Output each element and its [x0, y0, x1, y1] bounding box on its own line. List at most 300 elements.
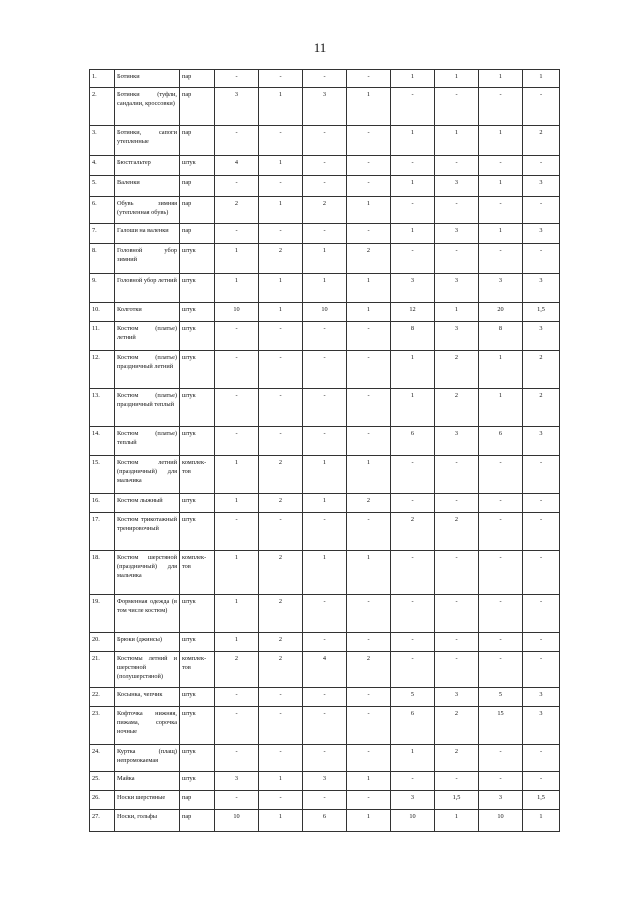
- item-unit: комплек-тов: [180, 652, 215, 688]
- row-number: 21.: [90, 652, 115, 688]
- table-row: [90, 70, 560, 88]
- item-unit: штук: [180, 427, 215, 456]
- quantity-cell: -: [303, 389, 347, 427]
- quantity-cell: -: [259, 322, 303, 351]
- item-unit: штук: [180, 633, 215, 652]
- quantity-cell: 4: [215, 156, 259, 176]
- quantity-cell: 1: [479, 389, 523, 427]
- quantity-cell: 2: [215, 197, 259, 224]
- item-unit: штук: [180, 745, 215, 772]
- quantity-cell: 1: [259, 772, 303, 791]
- item-name: Костюм трикотажный тренировочный: [115, 513, 180, 551]
- table-row: [90, 427, 560, 456]
- table-row: [90, 652, 560, 688]
- quantity-cell: 15: [479, 707, 523, 745]
- table-row: [90, 551, 560, 595]
- item-name: Бюстгальтер: [115, 156, 180, 176]
- quantity-cell: 5: [391, 688, 435, 707]
- quantity-cell: -: [391, 88, 435, 126]
- quantity-cell: -: [303, 351, 347, 389]
- quantity-cell: 1: [303, 456, 347, 494]
- quantity-cell: 1: [391, 389, 435, 427]
- quantity-cell: 1: [259, 810, 303, 832]
- quantity-cell: 1: [215, 494, 259, 513]
- quantity-cell: -: [347, 389, 391, 427]
- table-row: [90, 810, 560, 832]
- quantity-cell: 2: [259, 633, 303, 652]
- item-name: Ботинки, сапоги утепленные: [115, 126, 180, 156]
- clothing-norms-table: [89, 69, 560, 832]
- quantity-cell: -: [347, 688, 391, 707]
- quantity-cell: 2: [215, 652, 259, 688]
- table-row: [90, 126, 560, 156]
- item-name: Костюм (платье) праздничный летний: [115, 351, 180, 389]
- quantity-cell: 3: [435, 224, 479, 244]
- quantity-cell: 2: [259, 652, 303, 688]
- quantity-cell: -: [523, 745, 560, 772]
- quantity-cell: 1: [479, 176, 523, 197]
- quantity-cell: -: [523, 156, 560, 176]
- quantity-cell: -: [479, 652, 523, 688]
- quantity-cell: 1: [391, 70, 435, 88]
- table-row: [90, 176, 560, 197]
- table-row: [90, 745, 560, 772]
- item-unit: пар: [180, 810, 215, 832]
- quantity-cell: -: [259, 745, 303, 772]
- row-number: 16.: [90, 494, 115, 513]
- quantity-cell: 1: [435, 303, 479, 322]
- item-unit: пар: [180, 791, 215, 810]
- quantity-cell: -: [523, 595, 560, 633]
- quantity-cell: -: [303, 70, 347, 88]
- quantity-cell: -: [215, 389, 259, 427]
- quantity-cell: 1: [259, 303, 303, 322]
- item-unit: штук: [180, 303, 215, 322]
- table-row: [90, 633, 560, 652]
- quantity-cell: 2: [523, 126, 560, 156]
- quantity-cell: 1,5: [523, 791, 560, 810]
- quantity-cell: 1: [347, 274, 391, 303]
- quantity-cell: 1: [303, 274, 347, 303]
- table-row: [90, 772, 560, 791]
- quantity-cell: -: [215, 707, 259, 745]
- quantity-cell: -: [347, 176, 391, 197]
- quantity-cell: -: [347, 351, 391, 389]
- item-unit: пар: [180, 88, 215, 126]
- item-name: Костюм летний (праздничный) для мальчика: [115, 456, 180, 494]
- quantity-cell: -: [215, 427, 259, 456]
- row-number: 10.: [90, 303, 115, 322]
- item-name: Форменная одежда (в том числе костюм): [115, 595, 180, 633]
- table-row: [90, 389, 560, 427]
- quantity-cell: 1: [303, 551, 347, 595]
- item-unit: штук: [180, 389, 215, 427]
- quantity-cell: 6: [391, 707, 435, 745]
- item-unit: пар: [180, 126, 215, 156]
- item-name: Куртка (плащ) непромокаемая: [115, 745, 180, 772]
- item-name: Головной убор летний: [115, 274, 180, 303]
- row-number: 5.: [90, 176, 115, 197]
- quantity-cell: -: [479, 513, 523, 551]
- row-number: 25.: [90, 772, 115, 791]
- quantity-cell: -: [303, 156, 347, 176]
- quantity-cell: 1: [523, 70, 560, 88]
- row-number: 12.: [90, 351, 115, 389]
- quantity-cell: -: [347, 745, 391, 772]
- quantity-cell: 10: [215, 810, 259, 832]
- quantity-cell: -: [435, 456, 479, 494]
- quantity-cell: -: [347, 633, 391, 652]
- table-row: [90, 791, 560, 810]
- quantity-cell: -: [303, 126, 347, 156]
- quantity-cell: -: [435, 88, 479, 126]
- quantity-cell: -: [435, 772, 479, 791]
- quantity-cell: -: [435, 156, 479, 176]
- quantity-cell: 8: [479, 322, 523, 351]
- quantity-cell: -: [391, 633, 435, 652]
- row-number: 2.: [90, 88, 115, 126]
- item-name: Колготки: [115, 303, 180, 322]
- quantity-cell: 10: [303, 303, 347, 322]
- quantity-cell: -: [303, 791, 347, 810]
- item-unit: штук: [180, 707, 215, 745]
- quantity-cell: -: [303, 513, 347, 551]
- quantity-cell: -: [347, 70, 391, 88]
- quantity-cell: 3: [215, 88, 259, 126]
- quantity-cell: -: [523, 456, 560, 494]
- table-row: [90, 351, 560, 389]
- quantity-cell: -: [479, 745, 523, 772]
- quantity-cell: -: [435, 551, 479, 595]
- quantity-cell: 10: [215, 303, 259, 322]
- row-number: 19.: [90, 595, 115, 633]
- quantity-cell: -: [259, 351, 303, 389]
- item-name: Галоши на валенки: [115, 224, 180, 244]
- item-name: Костюм (платье) теплый: [115, 427, 180, 456]
- quantity-cell: 5: [479, 688, 523, 707]
- quantity-cell: -: [391, 772, 435, 791]
- quantity-cell: 2: [391, 513, 435, 551]
- quantity-cell: 10: [391, 810, 435, 832]
- quantity-cell: 8: [391, 322, 435, 351]
- quantity-cell: -: [303, 322, 347, 351]
- quantity-cell: -: [479, 595, 523, 633]
- quantity-cell: -: [523, 551, 560, 595]
- quantity-cell: 1,5: [435, 791, 479, 810]
- quantity-cell: -: [479, 633, 523, 652]
- quantity-cell: -: [303, 745, 347, 772]
- quantity-cell: 1: [391, 351, 435, 389]
- quantity-cell: 1: [215, 551, 259, 595]
- quantity-cell: 3: [435, 688, 479, 707]
- item-name: Костюмы летний и шерстяной (полушерстяной): [115, 652, 180, 688]
- quantity-cell: 1: [347, 456, 391, 494]
- quantity-cell: 2: [435, 389, 479, 427]
- row-number: 17.: [90, 513, 115, 551]
- quantity-cell: -: [259, 224, 303, 244]
- quantity-cell: -: [391, 595, 435, 633]
- item-unit: штук: [180, 351, 215, 389]
- quantity-cell: 3: [435, 427, 479, 456]
- item-unit: штук: [180, 156, 215, 176]
- quantity-cell: 1: [435, 70, 479, 88]
- quantity-cell: 3: [523, 322, 560, 351]
- row-number: 26.: [90, 791, 115, 810]
- table-row: [90, 595, 560, 633]
- item-unit: пар: [180, 197, 215, 224]
- page-number: 11: [313, 40, 327, 55]
- quantity-cell: 20: [479, 303, 523, 322]
- item-unit: штук: [180, 322, 215, 351]
- quantity-cell: 3: [435, 176, 479, 197]
- quantity-cell: 2: [347, 652, 391, 688]
- quantity-cell: -: [435, 633, 479, 652]
- item-unit: штук: [180, 688, 215, 707]
- quantity-cell: 2: [259, 456, 303, 494]
- quantity-cell: 2: [303, 197, 347, 224]
- quantity-cell: -: [215, 322, 259, 351]
- quantity-cell: 3: [435, 274, 479, 303]
- quantity-cell: 2: [347, 244, 391, 274]
- quantity-cell: -: [303, 707, 347, 745]
- quantity-cell: 2: [523, 351, 560, 389]
- quantity-cell: 12: [391, 303, 435, 322]
- row-number: 13.: [90, 389, 115, 427]
- quantity-cell: 1: [303, 244, 347, 274]
- quantity-cell: 1: [303, 494, 347, 513]
- quantity-cell: -: [303, 688, 347, 707]
- row-number: 3.: [90, 126, 115, 156]
- quantity-cell: -: [215, 70, 259, 88]
- quantity-cell: 3: [215, 772, 259, 791]
- quantity-cell: -: [523, 197, 560, 224]
- item-name: Ботинки: [115, 70, 180, 88]
- quantity-cell: -: [523, 513, 560, 551]
- quantity-cell: 2: [435, 707, 479, 745]
- quantity-cell: 1: [215, 456, 259, 494]
- quantity-cell: 4: [303, 652, 347, 688]
- row-number: 24.: [90, 745, 115, 772]
- item-unit: штук: [180, 513, 215, 551]
- row-number: 4.: [90, 156, 115, 176]
- quantity-cell: -: [347, 427, 391, 456]
- quantity-cell: 2: [259, 551, 303, 595]
- quantity-cell: -: [215, 791, 259, 810]
- item-unit: штук: [180, 595, 215, 633]
- row-number: 1.: [90, 70, 115, 88]
- quantity-cell: -: [435, 197, 479, 224]
- quantity-cell: 1: [215, 244, 259, 274]
- quantity-cell: 1: [391, 224, 435, 244]
- item-name: Носки шерстяные: [115, 791, 180, 810]
- quantity-cell: 1: [259, 274, 303, 303]
- quantity-cell: -: [391, 244, 435, 274]
- quantity-cell: -: [259, 389, 303, 427]
- quantity-cell: -: [347, 791, 391, 810]
- row-number: 14.: [90, 427, 115, 456]
- quantity-cell: 6: [479, 427, 523, 456]
- quantity-cell: -: [259, 791, 303, 810]
- quantity-cell: -: [347, 156, 391, 176]
- row-number: 20.: [90, 633, 115, 652]
- item-unit: пар: [180, 224, 215, 244]
- quantity-cell: -: [303, 595, 347, 633]
- item-name: Ботинки (туфли, сандалии, кроссовки): [115, 88, 180, 126]
- row-number: 6.: [90, 197, 115, 224]
- quantity-cell: -: [391, 156, 435, 176]
- item-unit: пар: [180, 176, 215, 197]
- quantity-cell: -: [479, 244, 523, 274]
- quantity-cell: -: [347, 322, 391, 351]
- quantity-cell: 1,5: [523, 303, 560, 322]
- table-row: [90, 513, 560, 551]
- quantity-cell: 3: [391, 274, 435, 303]
- quantity-cell: -: [215, 224, 259, 244]
- row-number: 22.: [90, 688, 115, 707]
- quantity-cell: -: [259, 427, 303, 456]
- quantity-cell: -: [523, 244, 560, 274]
- item-unit: штук: [180, 274, 215, 303]
- quantity-cell: -: [479, 551, 523, 595]
- table-row: [90, 224, 560, 244]
- quantity-cell: -: [347, 707, 391, 745]
- quantity-cell: 3: [435, 322, 479, 351]
- quantity-cell: 2: [347, 494, 391, 513]
- quantity-cell: 3: [479, 791, 523, 810]
- item-name: Костюм (платье) летний: [115, 322, 180, 351]
- quantity-cell: -: [259, 176, 303, 197]
- quantity-cell: -: [215, 176, 259, 197]
- quantity-cell: -: [479, 88, 523, 126]
- quantity-cell: 3: [523, 224, 560, 244]
- quantity-cell: 2: [259, 244, 303, 274]
- quantity-cell: -: [303, 633, 347, 652]
- item-unit: комплек-тов: [180, 551, 215, 595]
- quantity-cell: 6: [303, 810, 347, 832]
- quantity-cell: 3: [523, 274, 560, 303]
- quantity-cell: 3: [523, 688, 560, 707]
- quantity-cell: 1: [347, 772, 391, 791]
- quantity-cell: 3: [303, 88, 347, 126]
- quantity-cell: 2: [523, 389, 560, 427]
- item-name: Косынка, чепчик: [115, 688, 180, 707]
- quantity-cell: 2: [259, 494, 303, 513]
- item-name: Костюм (платье) праздничный теплый: [115, 389, 180, 427]
- quantity-cell: -: [479, 772, 523, 791]
- quantity-cell: -: [303, 176, 347, 197]
- row-number: 9.: [90, 274, 115, 303]
- quantity-cell: 1: [259, 197, 303, 224]
- quantity-cell: 1: [523, 810, 560, 832]
- quantity-cell: 1: [347, 303, 391, 322]
- quantity-cell: 1: [347, 551, 391, 595]
- quantity-cell: 2: [435, 513, 479, 551]
- quantity-cell: 1: [259, 156, 303, 176]
- item-unit: штук: [180, 244, 215, 274]
- table-row: [90, 688, 560, 707]
- quantity-cell: 1: [479, 351, 523, 389]
- quantity-cell: -: [303, 224, 347, 244]
- quantity-cell: -: [479, 456, 523, 494]
- quantity-cell: -: [259, 513, 303, 551]
- item-unit: штук: [180, 494, 215, 513]
- table-row: [90, 303, 560, 322]
- quantity-cell: 1: [391, 126, 435, 156]
- table-row: [90, 197, 560, 224]
- table-row: [90, 88, 560, 126]
- quantity-cell: 1: [347, 88, 391, 126]
- quantity-cell: 2: [259, 595, 303, 633]
- quantity-cell: 1: [347, 197, 391, 224]
- quantity-cell: -: [215, 688, 259, 707]
- quantity-cell: 1: [215, 595, 259, 633]
- quantity-cell: -: [523, 633, 560, 652]
- row-number: 27.: [90, 810, 115, 832]
- table-row: [90, 456, 560, 494]
- quantity-cell: -: [347, 224, 391, 244]
- quantity-cell: -: [259, 70, 303, 88]
- item-name: Головной убор зимний: [115, 244, 180, 274]
- quantity-cell: 3: [479, 274, 523, 303]
- quantity-cell: 1: [435, 126, 479, 156]
- quantity-cell: 1: [391, 745, 435, 772]
- item-name: Валенки: [115, 176, 180, 197]
- item-unit: пар: [180, 70, 215, 88]
- row-number: 11.: [90, 322, 115, 351]
- item-name: Кофточка нижняя, пижама, сорочка ночные: [115, 707, 180, 745]
- quantity-cell: -: [435, 494, 479, 513]
- quantity-cell: -: [435, 244, 479, 274]
- quantity-cell: -: [479, 494, 523, 513]
- table-row: [90, 494, 560, 513]
- quantity-cell: -: [479, 197, 523, 224]
- item-name: Обувь зимняя (утепленная обувь): [115, 197, 180, 224]
- table-row: [90, 707, 560, 745]
- item-name: Брюки (джинсы): [115, 633, 180, 652]
- quantity-cell: 10: [479, 810, 523, 832]
- quantity-cell: -: [391, 197, 435, 224]
- quantity-cell: 3: [391, 791, 435, 810]
- item-name: Костюм лыжный: [115, 494, 180, 513]
- quantity-cell: 1: [215, 633, 259, 652]
- row-number: 23.: [90, 707, 115, 745]
- table-row: [90, 322, 560, 351]
- quantity-cell: 1: [215, 274, 259, 303]
- quantity-cell: -: [391, 456, 435, 494]
- quantity-cell: -: [435, 595, 479, 633]
- row-number: 15.: [90, 456, 115, 494]
- row-number: 7.: [90, 224, 115, 244]
- item-unit: штук: [180, 772, 215, 791]
- quantity-cell: -: [391, 551, 435, 595]
- quantity-cell: -: [347, 513, 391, 551]
- item-name: Костюм шерстяной (праздничный) для мальчика: [115, 551, 180, 595]
- quantity-cell: -: [259, 707, 303, 745]
- quantity-cell: 1: [259, 88, 303, 126]
- quantity-cell: 1: [479, 224, 523, 244]
- quantity-cell: 6: [391, 427, 435, 456]
- quantity-cell: -: [523, 88, 560, 126]
- quantity-cell: -: [391, 494, 435, 513]
- quantity-cell: 3: [523, 427, 560, 456]
- quantity-cell: 1: [347, 810, 391, 832]
- quantity-cell: -: [523, 772, 560, 791]
- row-number: 8.: [90, 244, 115, 274]
- item-unit: комплек-тов: [180, 456, 215, 494]
- quantity-cell: -: [391, 652, 435, 688]
- quantity-cell: 3: [523, 176, 560, 197]
- item-name: Носки, гольфы: [115, 810, 180, 832]
